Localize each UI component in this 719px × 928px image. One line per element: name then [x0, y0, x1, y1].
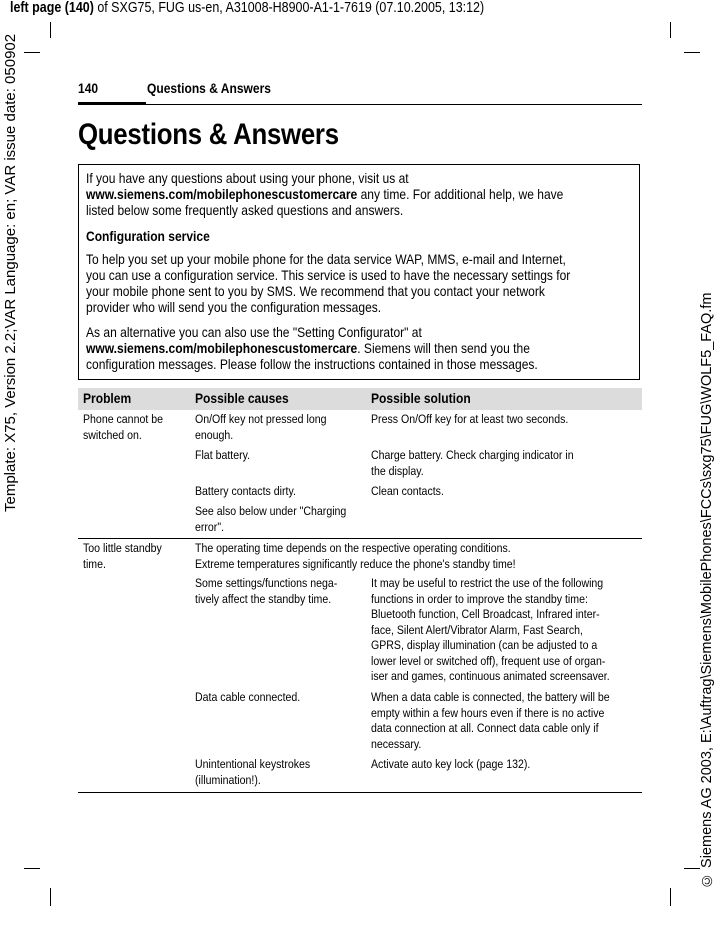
table-cell-solution: Charge battery. Check charging indicator in the display. [371, 448, 574, 478]
template-info: Template: X75, Version 2.2;VAR Language: en; VAR issue date: 050902 [2, 34, 19, 513]
crop-mark [50, 22, 51, 38]
table-cell-cause: Unintentional keystrokes (illumination!). [195, 757, 311, 787]
config-paragraph: To help you set up your mobile phone for the data service WAP, MMS, e-mail and Internet, you can use a configuration service. This service is used to have the necessary settings for your mobile phone sent to you by SMS. We recommend that you contact your network provider who will send you the configuration messages. [86, 251, 571, 315]
table-cell-cause: On/Off key not pressed long enough. [195, 412, 327, 442]
copyright-path: © Siemens AG 2003, E:\Auftrag\Siemens\MobilePhones\FCCs\sxg75\FUG\WOLF5_FAQ.fm [699, 293, 715, 889]
table-cell-solution: Activate auto key lock (page 132). [371, 757, 531, 771]
table-cell-solution: Press On/Off key for at least two seconds. [371, 412, 569, 426]
crop-mark [24, 52, 40, 53]
running-title: Questions & Answers [147, 80, 272, 96]
table-cell-solution: When a data cable is connected, the battery will be empty within a few hours even if there is no active data connection at all. Connect data cable only if necessary. [371, 690, 610, 751]
table-bottom-rule [78, 792, 642, 793]
crop-mark [50, 888, 51, 906]
table-header [78, 388, 642, 410]
header-rule [78, 104, 642, 105]
table-cell-cause: Some settings/functions nega- tively affect the standby time. [195, 576, 338, 606]
table-cell-cause: Data cable connected. [195, 690, 301, 704]
intro-paragraph: If you have any questions about using your phone, visit us at www.siemens.com/mobilephonescustomercare any time. For additional help, we have listed below some frequently asked questions and answers. [86, 170, 564, 218]
table-cell-problem: Too little standby time. [83, 541, 162, 571]
crop-mark [684, 868, 700, 869]
crop-mark [670, 888, 671, 906]
column-header-problem: Problem [83, 390, 132, 406]
page-title: Questions & Answers [78, 118, 339, 151]
table-cell-note: The operating time depends on the respective operating conditions. Extreme temperatures significantly reduce the phone's standby time! [195, 541, 516, 571]
table-cell-solution: It may be useful to restrict the use of the following functions in order to improve the standby time: Bluetooth function, Cell Broadcast, Infrared inter- face, Silent Alert/Vibrator Alarm, Fast Search, GPRS, display illumination (can be adjusted to a lower level or switched off), frequent use of organ- iser and games, continuous animated screensaver. [371, 576, 610, 683]
table-cell-problem: Phone cannot be switched on. [83, 412, 163, 442]
support-url: www.siemens.com/mobilephonescustomercare [86, 186, 358, 202]
intro-box [78, 164, 640, 380]
row-divider [78, 538, 642, 539]
configurator-paragraph: As an alternative you can also use the "Setting Configurator" at www.siemens.com/mobilephonescustomercare. Siemens will then send you the configuration messages. Please follow the instructions contained in those messages. [86, 324, 538, 372]
crop-mark [670, 22, 671, 38]
print-header-page: left page (140) [10, 0, 94, 16]
config-heading: Configuration service [86, 228, 210, 244]
table-cell-cause: See also below under "Charging error". [195, 504, 347, 534]
table-cell-cause: Battery contacts dirty. [195, 484, 296, 498]
table-cell-cause: Flat battery. [195, 448, 251, 462]
crop-mark [684, 52, 700, 53]
column-header-causes: Possible causes [195, 390, 289, 406]
print-header-source: of SXG75, FUG us-en, A31008-H8900-A1-1-7619 (07.10.2005, 13:12) [93, 0, 485, 16]
crop-mark [24, 868, 40, 869]
table-cell-solution: Clean contacts. [371, 484, 444, 498]
print-header [10, 0, 561, 17]
column-header-solution: Possible solution [371, 390, 471, 406]
page-number: 140 [78, 80, 99, 96]
support-url: www.siemens.com/mobilephonescustomercare [86, 340, 358, 356]
